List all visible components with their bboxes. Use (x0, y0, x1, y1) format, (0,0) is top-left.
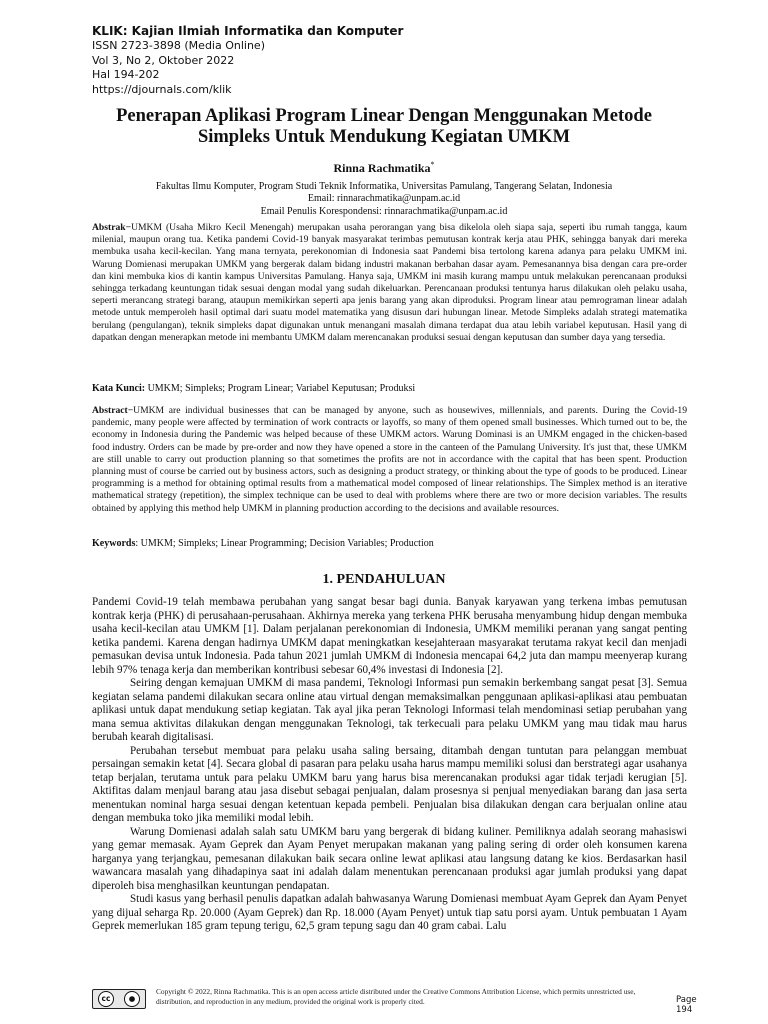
author-name: Rinna Rachmatika (333, 161, 431, 175)
kata-kunci-label: Kata Kunci: (92, 383, 146, 394)
copyright-text: Copyright © 2022, Rinna Rachmatika. This is an open access article distributed under the Creative Commons Attribution License, which permits unrestricted use, distribution, and reproduction in any medium, provided the original work is properly cited. (156, 987, 636, 1006)
journal-pages: Hal 194-202 (92, 68, 160, 82)
kata-kunci (92, 383, 415, 394)
author-line (0, 160, 768, 176)
page-footer (92, 987, 702, 1013)
by-person-icon: ● (124, 991, 140, 1007)
corresponding-email[interactable]: Email Penulis Korespondensi: rinnarachmatika@unpam.ac.id (260, 205, 508, 217)
body-paragraph: Seiring dengan kemajuan UMKM di masa pandemi, Teknologi Informasi pun semakin berkembang sangat pesat [3]. Semua kegiatan selama pandemi dilakukan secara online atau virtual dengan memaksimalkan penggunaan aplikasi-aplikasi atau pembuatan aplikasi untuk dapat mendukung setiap kegiatan. Tak ayal jika peran Teknologi Informasi telah mendominasi setiap perubahan yang mana semua aktivitas dilakukan dengan menggunakan Teknologi, tak terkecuali para pelaku UMKM yang mau tidak mau harus berubah kearah digitalisasi. (92, 677, 687, 743)
page-number: Page 194 (676, 995, 697, 1015)
abstract-en (92, 405, 687, 515)
cc-license-badge[interactable] (92, 989, 146, 1009)
keywords-text: : UMKM; Simpleks; Linear Programming; Decision Variables; Production (135, 538, 434, 549)
abstract-en-text: UMKM are individual businesses that can be managed by anyone, such as housewives, millennials, and parents. During the Covid-19 pandemic, many people were affected by termination of work contracts or layoffs, so many of them opened small businesses. Which turned out to be, the economy in Indonesia during the Pandemic was helped because of these UMKM actors. Warung Dominasi is an UMKM engaged in the chicken-based food industry. Orders can be made by pre-order and now they have opened a store in the canteen of the Pamulang University. It's just that, these UMKM are still unable to carry out production planning so that sometimes the profits are not in accordance with the capital that has been spent. Production planning must of course be carried out by business actors, such as designing a product strategy, or thinking about the type of goods to be produced. Linear programming is a method for obtaining optimal results from a mathematical model composed of linear relationships. The Simplex method is an iterative mathematical strategy (repetition), the simplex technique can be used to deal with problems where there are two or more decision variables. The results obtained by applying this method help UMKM in planning production according to the decisions and available resources. (92, 405, 687, 514)
abstrak-label: Abstrak− (92, 222, 132, 233)
keywords (92, 538, 434, 549)
abstrak (92, 222, 687, 344)
journal-header (92, 24, 403, 97)
keywords-label: Keywords (92, 538, 136, 549)
author-email[interactable]: Email: rinnarachmatika@unpam.ac.id (307, 193, 461, 205)
abstrak-text: UMKM (Usaha Mikro Kecil Menengah) merupakan usaha perorangan yang bisa dikelola oleh siapa saja, seperti ibu rumah tangga, kaum milenial, maupun orang tua. Ketika pandemi Covid-19 banyak masyarakat terimbas pemutusan kontrak kerja atau PHK, sehingga banyak dari mereka membuka usaha kecil-kecilan. Yang mana ternyata, perekonomian di Indonesia saat Pandemi bisa tertolong karena adanya para pelaku UMKM ini. Warung Domienasi merupakan UMKM yang bergerak dalam bidang industri makanan berbahan dasar ayam. Pemesanannya bisa dengan cara pre-order dan kini membuka kios di kantin kampus Universitas Pamulang. Hanya saja, UMKM ini masih kurang mampu untuk melakukan perencanaan produksi sehingga terkadang keuntungan tidak sesuai dengan modal yang sudah dikeluarkan. Perencanaan produksi tentunya harus dilakukan oleh pelaku usaha, seperti merancang strategi barang, ataupun memikirkan seperti apa jenis barang yang akan diproduksi. Program linear atau pemrograman linear adalah metode untuk memperoleh hasil optimal dari suatu model matematika yang disusun dari hubungan linear. Metode Simpleks adalah strategi matematika berulang (pengulangan), teknik simpleks dapat digunakan untuk menangani masalah dimana terdapat dua atau lebih variabel keputusan. Hasil yang di dapatkan dengan menerapkan metode ini membantu UMKM dalam merencanakan produksi sesuai dengan keputusan dan sumber daya yang tersedia. (92, 222, 687, 343)
body-paragraph: Perubahan tersebut membuat para pelaku usaha saling bersaing, ditambah dengan tuntutan para pelanggan membuat persaingan semakin ketat [4]. Secara global di pasaran para pelaku usaha harus mampu memiliki solusi dan berstrategi agar usahanya tetap berjalan, terutama untuk para pelaku UMKM baru yang harus bisa merencanakan produksi agar tidak terjadi kerugian [5]. Aktifitas dalam menjaul barang atau jasa disebut sebagai penjualan, dalam prosesnya si penjual menyediakan barang dan jasa serta menentukan nominal harga sesuai dengan ketentuan kepada pembeli. Penjualan bisa dilakukan dengan cara berjualan online atau dengan membuka toko jika memiliki modal lebih. (92, 744, 687, 824)
journal-volume: Vol 3, No 2, Oktober 2022 (92, 53, 235, 67)
affiliation-block (0, 181, 768, 218)
journal-title: KLIK: Kajian Ilmiah Informatika dan Komputer (92, 24, 404, 38)
journal-issn: ISSN 2723-3898 (Media Online) (92, 39, 265, 52)
paper-title: Penerapan Aplikasi Program Linear Dengan Menggunakan Metode Simpleks Untuk Mendukung Kegiatan UMKM (116, 106, 652, 147)
body-paragraph: Studi kasus yang berhasil penulis dapatkan adalah bahwasanya Warung Domienasi membuat Ayam Geprek dan Ayam Penyet yang dijual seharga Rp. 20.000 (Ayam Geprek) dan Rp. 18.000 (Ayam Penyet) untuk tiap satu porsi ayam. Untuk pembuatan 1 Ayam Geprek memerlukan 185 gram tepung terigu, 62,5 gram tepung sagu dan 40 gram cabai. Lalu (92, 893, 687, 932)
body-paragraph: Pandemi Covid-19 telah membawa perubahan yang sangat besar bagi dunia. Banyak karyawan yang terkena imbas pemutusan kontrak kerja (PHK) di perusahaan-perusahaan. Akhirnya mereka yang terkena PHK berusaha menyambung hidup dengan membuka usaha kecil-kecilan atau UMKM [1]. Dalam perjalanan perekonomian di Indonesia, UMKM memiliki peranan yang sangat penting ketika pandemi. Karena dengan hadirnya UMKM dapat meningkatkan kesejahteraan masyarakat terutama rakyat kecil dan menjadi pemasukan devisa untuk Indonesia. Pada tahun 2021 jumlah UMKM di Indonesia mencapai 64,2 juta dan mampu meenyerap kurang lebih 97% tenaga kerja dan memberikan kontribusi sebesar 60,4% investasi di Indonesia [2]. (92, 596, 687, 676)
affiliation: Fakultas Ilmu Komputer, Program Studi Teknik Informatika, Universitas Pamulang, Tangerang Selatan, Indonesia (155, 181, 613, 192)
section-heading: 1. PENDAHULUAN (322, 572, 446, 587)
kata-kunci-text: UMKM; Simpleks; Program Linear; Variabel Keputusan; Produksi (145, 383, 416, 394)
body-text (92, 596, 687, 934)
body-paragraph: Warung Domienasi adalah salah satu UMKM baru yang bergerak di bidang kuliner. Pemiliknya adalah seorang mahasiswi yang gemar memasak. Ayam Geprek dan Ayam Penyet merupakan makanan yang paling sering di order oleh konsumen karena harganya yang terjangkau, pemesanan dilakukan baik secara online lewat aplikasi atau langsung datang ke kios. Berdasarkan hasil wawancara masalah yang dihadapinya saat ini adalah dalam menentukan perencanaan produksi agar jumlah produksi yang dapat diperoleh bisa menghasilkan keuntungan pendapatan. (92, 825, 687, 892)
cc-icon: cc (98, 991, 114, 1007)
journal-url[interactable]: https://djournals.com/klik (92, 82, 232, 96)
author-mark: * (430, 160, 435, 169)
abstract-en-label: Abstract− (92, 405, 134, 416)
